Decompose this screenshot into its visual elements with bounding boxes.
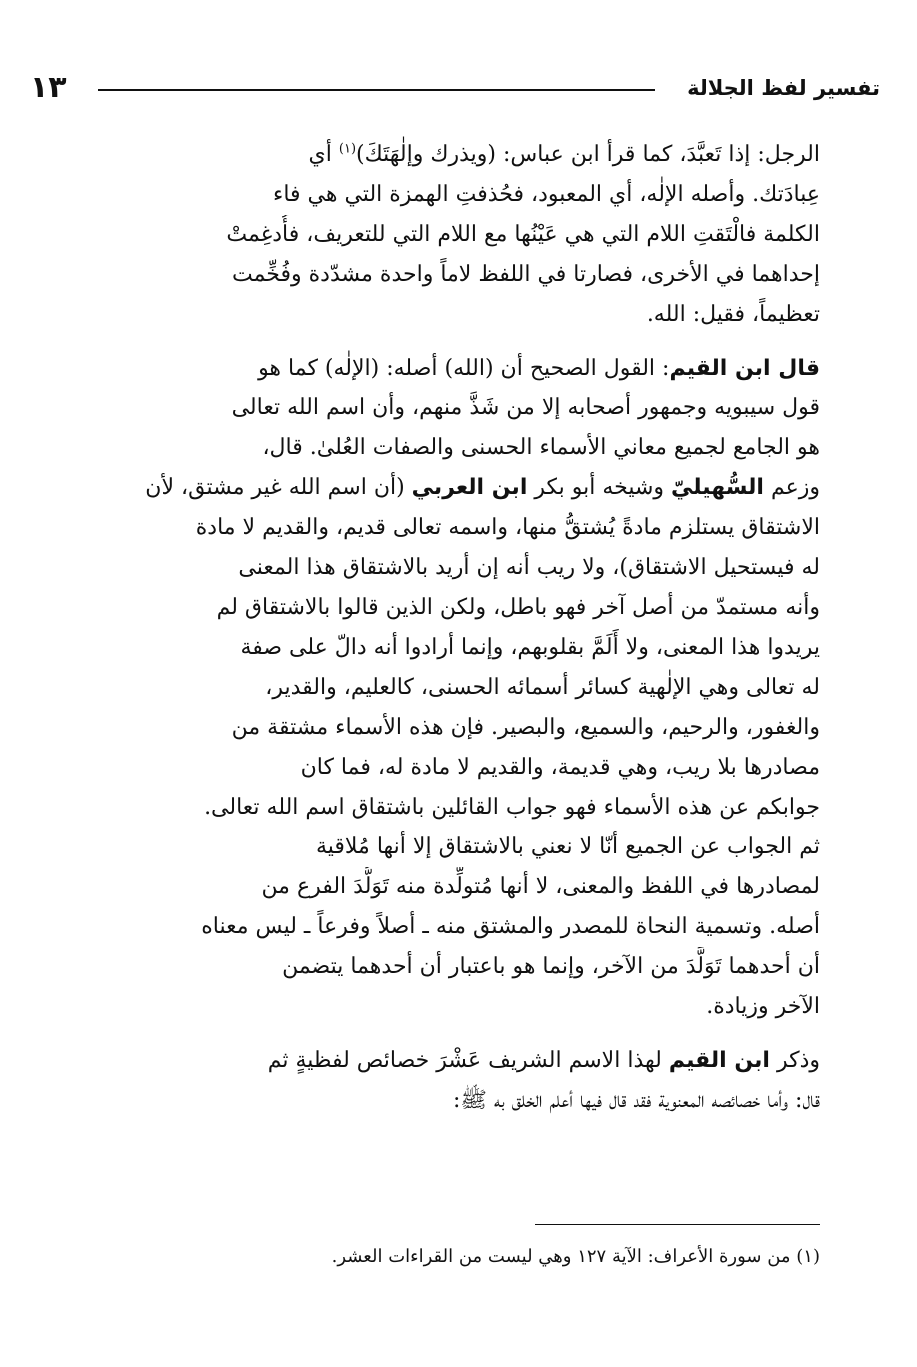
- text-line: الرجل: إذا تَعبَّدَ، كما قرأ ابن عباس: (ويذرك وإلٰهَتَكَ)$^{(١)}$ أي: [308, 141, 820, 167]
- paragraph-gap: [100, 335, 820, 349]
- text-line: له تعالى وهي الإلٰهية كسائر أسمائه الحسنى، كالعليم، والقدير،: [265, 674, 820, 700]
- author-name: ابن العربي: [411, 475, 528, 501]
- page-number: ١٣: [30, 70, 67, 105]
- text-line: هو الجامع لجميع معاني الأسماء الحسنى والصفات العُلىٰ. قال،: [262, 435, 820, 461]
- text-line: أصله. وتسمية النحاة للمصدر والمشتق منه ـ أصلاً وفرعاً ـ ليس معناه: [201, 914, 820, 940]
- text-line: ثم الجواب عن الجميع أنّا لا نعني بالاشتقاق إلا أنها مُلاقية: [315, 834, 820, 860]
- header-rule: [98, 89, 655, 91]
- text-line: وذكر ابن القيم لهذا الاسم الشريف عَشْرَ خصائص لفظيةٍ ثم: [267, 1047, 820, 1073]
- text-line: وزعم السُّهيليّ وشيخه أبو بكر ابن العربي (أن اسم الله غير مشتق، لأن: [145, 475, 820, 501]
- main-text: [100, 135, 820, 1121]
- text-line: يريدوا هذا المعنى، ولا أَلَمَّ بقلوبهم، وإنما أرادوا أنه دالّ على صفة: [240, 634, 820, 660]
- text-line: قال: وأما خصائصه المعنوية فقد قال فيها أعلم الخلق به ﷺ:: [452, 1087, 820, 1113]
- text-line: تعظيماً، فقيل: الله.: [646, 301, 820, 327]
- text-line: الآخر وزيادة.: [706, 994, 820, 1020]
- text-line: مصادرها بلا ريب، وهي قديمة، والقديم لا مادة له، فما كان: [300, 754, 820, 780]
- text-line: جوابكم عن هذه الأسماء فهو جواب القائلين باشتقاق اسم الله تعالى.: [204, 794, 820, 820]
- text-line: قال ابن القيم: القول الصحيح أن (الله) أصله: (الإلٰه) كما هو: [258, 355, 820, 381]
- paragraph: [100, 349, 820, 1027]
- text-line: الكلمة فالْتَقتِ اللام التي هي عَيْنُها مع اللام التي للتعريف، فأُدغِمتْ: [226, 221, 820, 247]
- running-title: تفسير لفظ الجلالة: [687, 76, 880, 100]
- page-header: [30, 68, 880, 108]
- author-name: السُّهيليّ: [671, 475, 764, 501]
- text-line: له فيستحيل الاشتقاق)، ولا ريب أنه إن أريد بالاشتقاق هذا المعنى: [238, 555, 820, 581]
- text-line: لمصادرها في اللفظ والمعنى، لا أنها مُتولِّدة منه تَوَلُّدَ الفرع من: [261, 874, 820, 900]
- footnote-marker: (١): [338, 141, 357, 157]
- paragraph: [100, 1041, 820, 1121]
- text-line: والغفور، والرحيم، والسميع، والبصير. فإن هذه الأسماء مشتقة من: [231, 714, 820, 740]
- footnote: (١) من سورة الأعراف: الآية ١٢٧ وهي ليست من القراءات العشر.: [331, 1246, 820, 1267]
- text-line: إحداهما في الأخرى، فصارتا في اللفظ لاماً واحدة مشدّدة وفُخِّمت: [231, 261, 820, 287]
- text-line: قول سيبويه وجمهور أصحابه إلا من شَذَّ منهم، وأن اسم الله تعالى: [231, 395, 820, 421]
- text-line: الاشتقاق يستلزم مادةً يُشتقُّ منها، واسمه تعالى قديم، والقديم لا مادة: [195, 515, 820, 541]
- footnote-separator: [535, 1224, 820, 1225]
- text-line: أن أحدهما تَوَلَّدَ من الآخر، وإنما هو باعتبار أن أحدهما يتضمن: [282, 954, 820, 980]
- author-name: ابن القيم: [668, 1047, 770, 1073]
- text-line: عِبادَتك. وأصله الإلٰه، أي المعبود، فحُذفتِ الهمزة التي هي فاء: [272, 181, 820, 207]
- paragraph-gap: [100, 1027, 820, 1041]
- author-name: قال ابن القيم: [669, 355, 820, 381]
- paragraph: [100, 135, 820, 335]
- text-line: وأنه مستمدّ من أصل آخر فهو باطل، ولكن الذين قالوا بالاشتقاق لم: [216, 594, 820, 620]
